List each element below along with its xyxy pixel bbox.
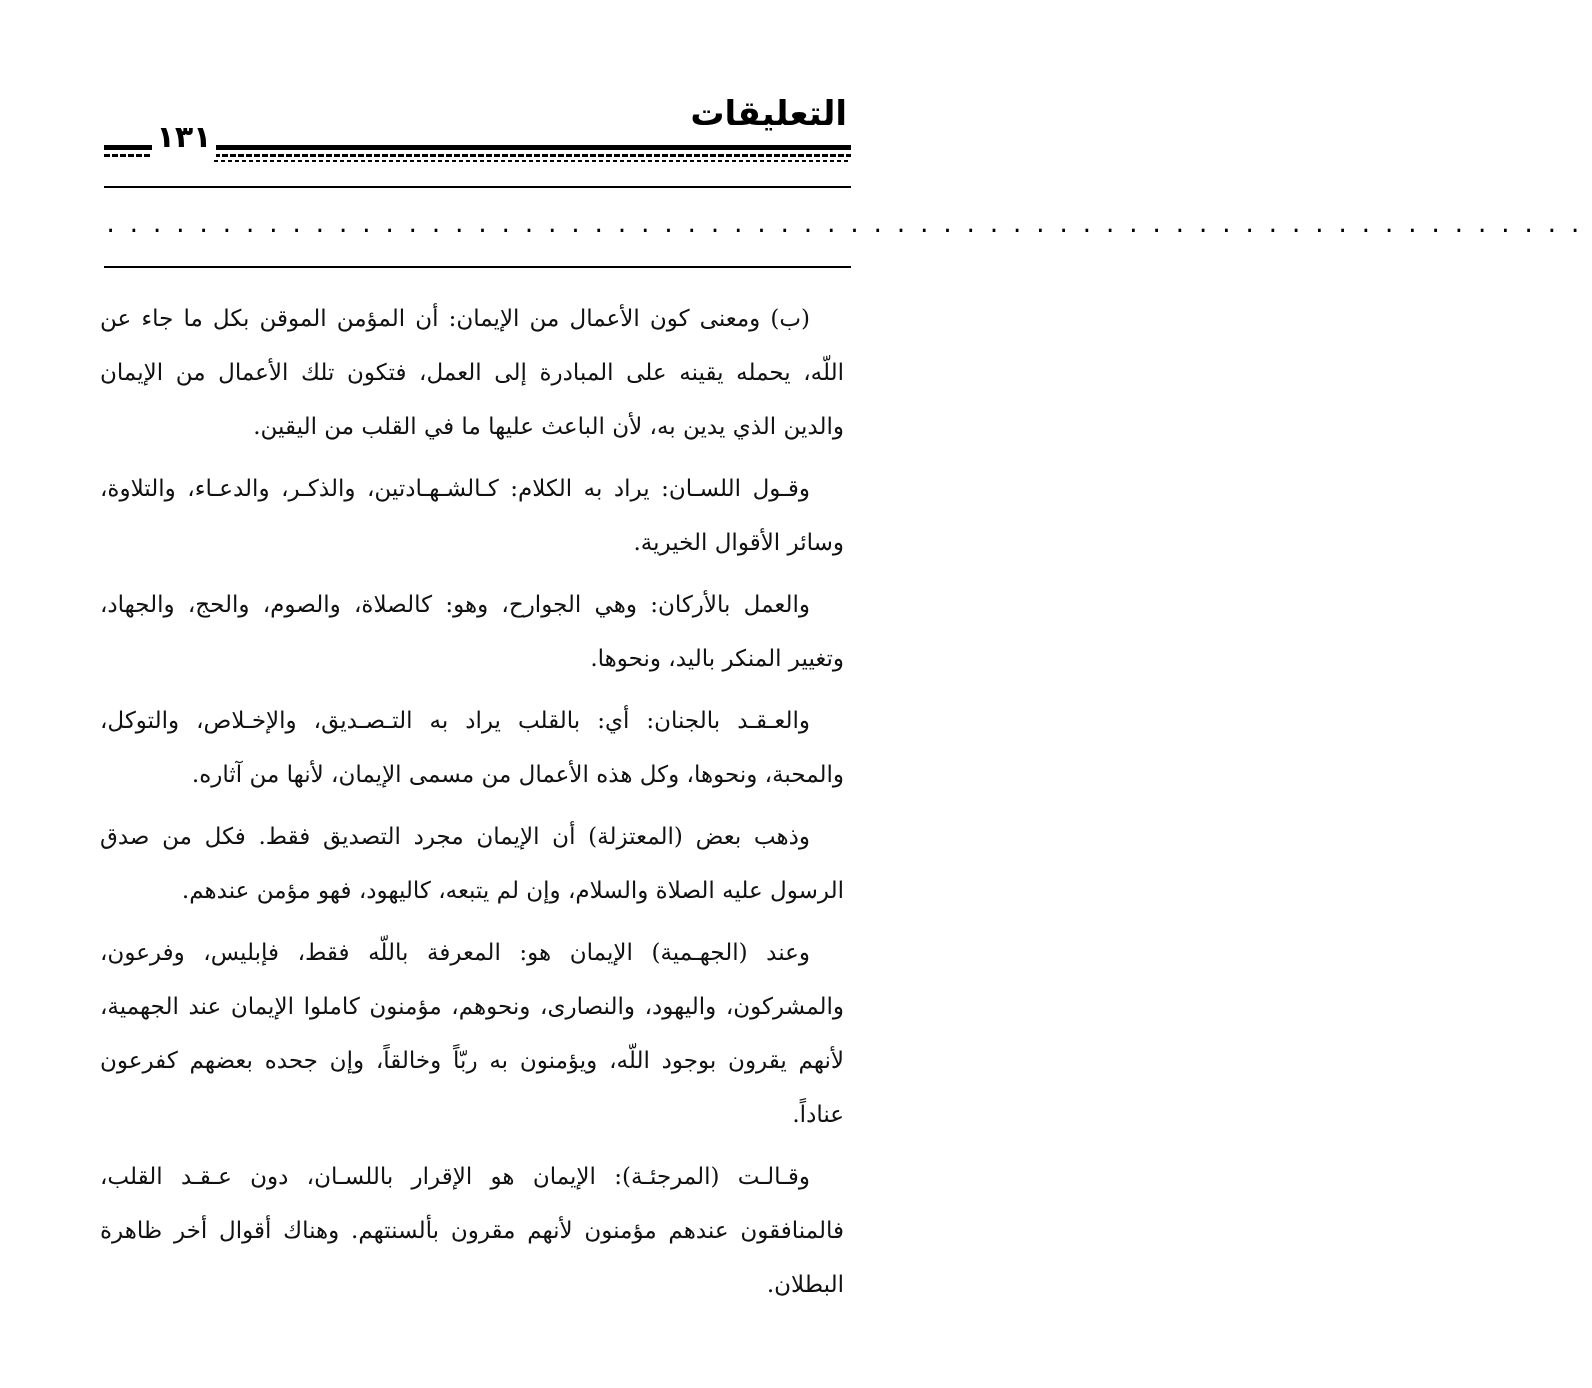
paragraph-murjia: وقـالـت (المرجئـة): الإيمان هو الإقرار باللسـان، دون عـقـد القلب، فالمنافقون عندهم مؤمنون لأنهم مقرون بألسنتهم. وهناك أقوال أخر ظاهرة البطلان. xyxy=(100,1164,844,1298)
paragraph-heart-belief: والعـقـد بالجنان: أي: بالقلب يراد به التـصـديق، والإخـلاص، والتوكل، والمحبة، ونحوها، وكل هذه الأعمال من مسمى الإيمان، لأنها من آثاره. xyxy=(100,708,844,788)
commentary-body xyxy=(100,292,844,1320)
separator-line-bottom xyxy=(104,266,851,268)
page-number: ١٣١ xyxy=(152,118,216,158)
paragraph-faith-actions: (ب) ومعنى كون الأعمال من الإيمان: أن المؤمن الموقن بكل ما جاء عن اللّه، يحمله يقينه على المبادرة إلى العمل، فتكون تلك الأعمال من الإيمان والدين الذي يدين به، لأن الباعث عليها ما في القلب من اليقين. xyxy=(100,306,844,440)
header-rule-right-dashed-thin xyxy=(214,160,851,162)
paragraph-limbs-deeds: والعمل بالأركان: وهي الجوارح، وهو: كالصلاة، والصوم، والحج، والجهاد، وتغيير المنكر باليد، ونحوها. xyxy=(100,592,844,672)
paragraph-tongue-speech: وقـول اللسـان: يراد به الكلام: كـالشـهـادتين، والذكـر، والدعـاء، والتلاوة، وسائر الأقوال الخيرية. xyxy=(100,476,844,556)
running-title: التعليقات xyxy=(690,94,847,134)
separator-line-top xyxy=(104,186,851,188)
header-rule-right xyxy=(214,145,851,150)
dotted-separator: ................................................................ xyxy=(104,213,1592,238)
paragraph-mutazila: وذهب بعض (المعتزلة) أن الإيمان مجرد التصديق فقط. فكل من صدق الرسول عليه الصلاة والسلام، وإن لم يتبعه، كاليهود، فهو مؤمن عندهم. xyxy=(100,824,844,904)
header-rule-right-dashed xyxy=(214,154,851,157)
header-rule-left xyxy=(104,145,154,150)
header-rule-left-dashed xyxy=(104,154,154,157)
paragraph-jahmiyya: وعند (الجهـمية) الإيمان هو: المعرفة باللّه فقط، فإبليس، وفرعون، والمشركون، واليهود، والنصارى، ونحوهم، مؤمنون كاملوا الإيمان عند الجهمية، لأنهم يقرون بوجود اللّه، ويؤمنون به ربّاً وخالقاً، وإن جحده بعضهم كفرعون عناداً. xyxy=(100,940,844,1128)
